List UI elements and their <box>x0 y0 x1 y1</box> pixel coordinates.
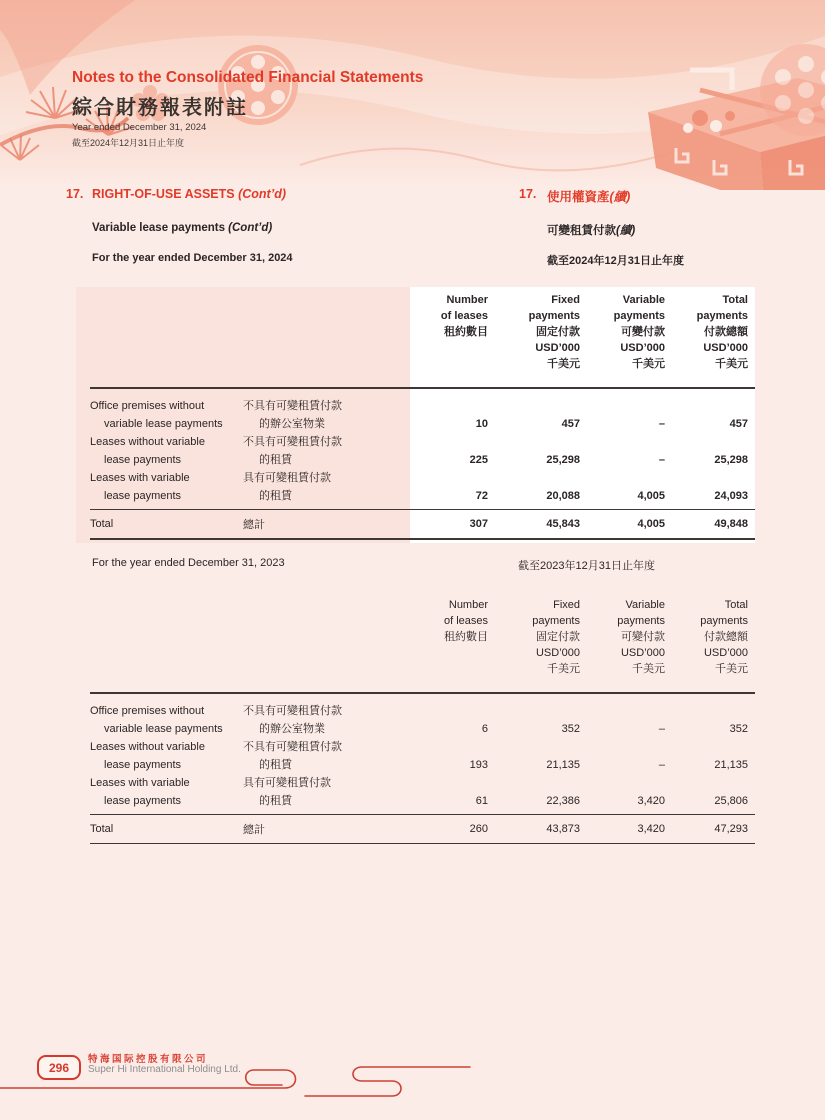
col-header-number-of-leases: Number of leases 租約數目 <box>443 599 488 643</box>
cell-variable: – <box>658 453 665 466</box>
total-row <box>90 510 755 538</box>
cell-total: 25,298 <box>714 453 748 466</box>
cell-variable: – <box>658 722 665 735</box>
col-header-total-payments: Total payments 付款總額 USD’000 千美元 <box>696 294 748 370</box>
cell-variable: – <box>658 758 665 771</box>
col-header-fixed-payments: Fixed payments 固定付款 USD’000 千美元 <box>528 294 580 370</box>
section-contd-en: (Cont’d) <box>238 187 286 201</box>
cell-total: 21,135 <box>714 758 748 771</box>
table-row: Office premises without variable lease payments 不具有可變租賃付款 的辦公室物業 10 457 – 457 <box>90 397 755 433</box>
total-variable: 3,420 <box>637 822 665 835</box>
total-number: 307 <box>469 517 488 530</box>
lease-table-2024 <box>90 292 755 540</box>
table-2023-header-row <box>90 597 755 677</box>
section-number-en: 17. <box>66 187 84 201</box>
cell-total: 352 <box>729 722 748 735</box>
cell-total: 25,806 <box>714 794 748 807</box>
period-zh: 截至2024年12月31日止年度 <box>72 138 185 148</box>
cell-number: 225 <box>469 453 488 466</box>
table-2024-caption-zh: 截至2024年12月31日止年度 <box>547 255 684 267</box>
subsection-title-en: Variable lease payments (Cont’d) <box>92 222 273 234</box>
table-row: Leases without variable lease payments 不具有可變租賃付款 的租賃 193 21,135 – 21,135 <box>90 738 755 774</box>
table-2024-caption-en: For the year ended December 31, 2024 <box>92 252 293 264</box>
cell-variable: 3,420 <box>637 794 665 807</box>
table-row: Leases without variable lease payments 不具有可變租賃付款 的租賃 225 25,298 – 25,298 <box>90 433 755 469</box>
section-title-zh: 使用權資產(續) <box>547 190 631 204</box>
cell-number: 61 <box>475 794 488 807</box>
page-title: Notes to the Consolidated Financial Statements <box>72 69 424 86</box>
col-header-total-payments: Total payments 付款總額 USD’000 千美元 <box>700 599 748 675</box>
period-en: Year ended December 31, 2024 <box>72 122 207 133</box>
col-header-number-of-leases: Number of leases 租約數目 <box>440 294 488 338</box>
section-number-zh: 17. <box>519 187 537 201</box>
company-name-zh: 特海国际控股有限公司 <box>88 1054 209 1065</box>
table-row: Leases with variable lease payments 具有可變租賃付款 的租賃 61 22,386 3,420 25,806 <box>90 774 755 810</box>
total-total: 47,293 <box>714 822 748 835</box>
col-header-variable-payments: Variable payments 可變付款 USD’000 千美元 <box>617 599 665 675</box>
cell-variable: – <box>658 417 665 430</box>
cell-number: 193 <box>469 758 488 771</box>
total-label-en: Total <box>90 822 114 835</box>
cell-total: 24,093 <box>714 489 748 502</box>
section-contd-zh: (續) <box>609 190 631 204</box>
cell-number: 10 <box>475 417 488 430</box>
cell-fixed: 22,386 <box>546 794 580 807</box>
table-row: Leases with variable lease payments 具有可變租賃付款 的租賃 72 20,088 4,005 24,093 <box>90 469 755 505</box>
total-label-zh: 總計 <box>243 823 265 836</box>
section-title-en: RIGHT-OF-USE ASSETS (Cont’d) <box>92 187 286 201</box>
cell-fixed: 20,088 <box>546 489 580 502</box>
cell-total: 457 <box>729 417 748 430</box>
total-total: 49,848 <box>714 517 748 530</box>
total-row <box>90 815 755 843</box>
cell-number: 72 <box>475 489 488 502</box>
table-row: Office premises without variable lease payments 不具有可變租賃付款 的辦公室物業 6 352 – 352 <box>90 702 755 738</box>
table-2023-caption-zh: 截至2023年12月31日止年度 <box>518 560 655 572</box>
total-label-zh: 總計 <box>243 518 265 531</box>
total-variable: 4,005 <box>637 517 665 530</box>
cell-fixed: 25,298 <box>546 453 580 466</box>
page-number: 296 <box>48 1060 70 1075</box>
footer-scroll-ornament <box>0 1040 825 1120</box>
cell-fixed: 457 <box>561 417 580 430</box>
page-title-zh: 綜合財務報表附註 <box>72 97 248 119</box>
col-header-variable-payments: Variable payments 可變付款 USD’000 千美元 <box>613 294 665 370</box>
total-label-en: Total <box>90 517 114 530</box>
col-header-fixed-payments: Fixed payments 固定付款 USD’000 千美元 <box>532 599 580 675</box>
company-name-en: Super Hi International Holding Ltd. <box>88 1064 241 1075</box>
table-2024-header-row <box>90 292 755 372</box>
total-fixed: 45,843 <box>546 517 580 530</box>
total-number: 260 <box>469 822 488 835</box>
table-2023-bottom-rule <box>90 843 755 845</box>
table-2024-bottom-rule <box>90 538 755 540</box>
table-2023-caption-en: For the year ended December 31, 2023 <box>92 557 285 569</box>
lease-table-2023 <box>90 597 755 844</box>
total-fixed: 43,873 <box>546 822 580 835</box>
cell-fixed: 21,135 <box>546 758 580 771</box>
cell-number: 6 <box>481 722 488 735</box>
cell-variable: 4,005 <box>637 489 665 502</box>
cell-fixed: 352 <box>561 722 580 735</box>
subsection-title-zh: 可變租賃付款(續) <box>547 225 636 237</box>
